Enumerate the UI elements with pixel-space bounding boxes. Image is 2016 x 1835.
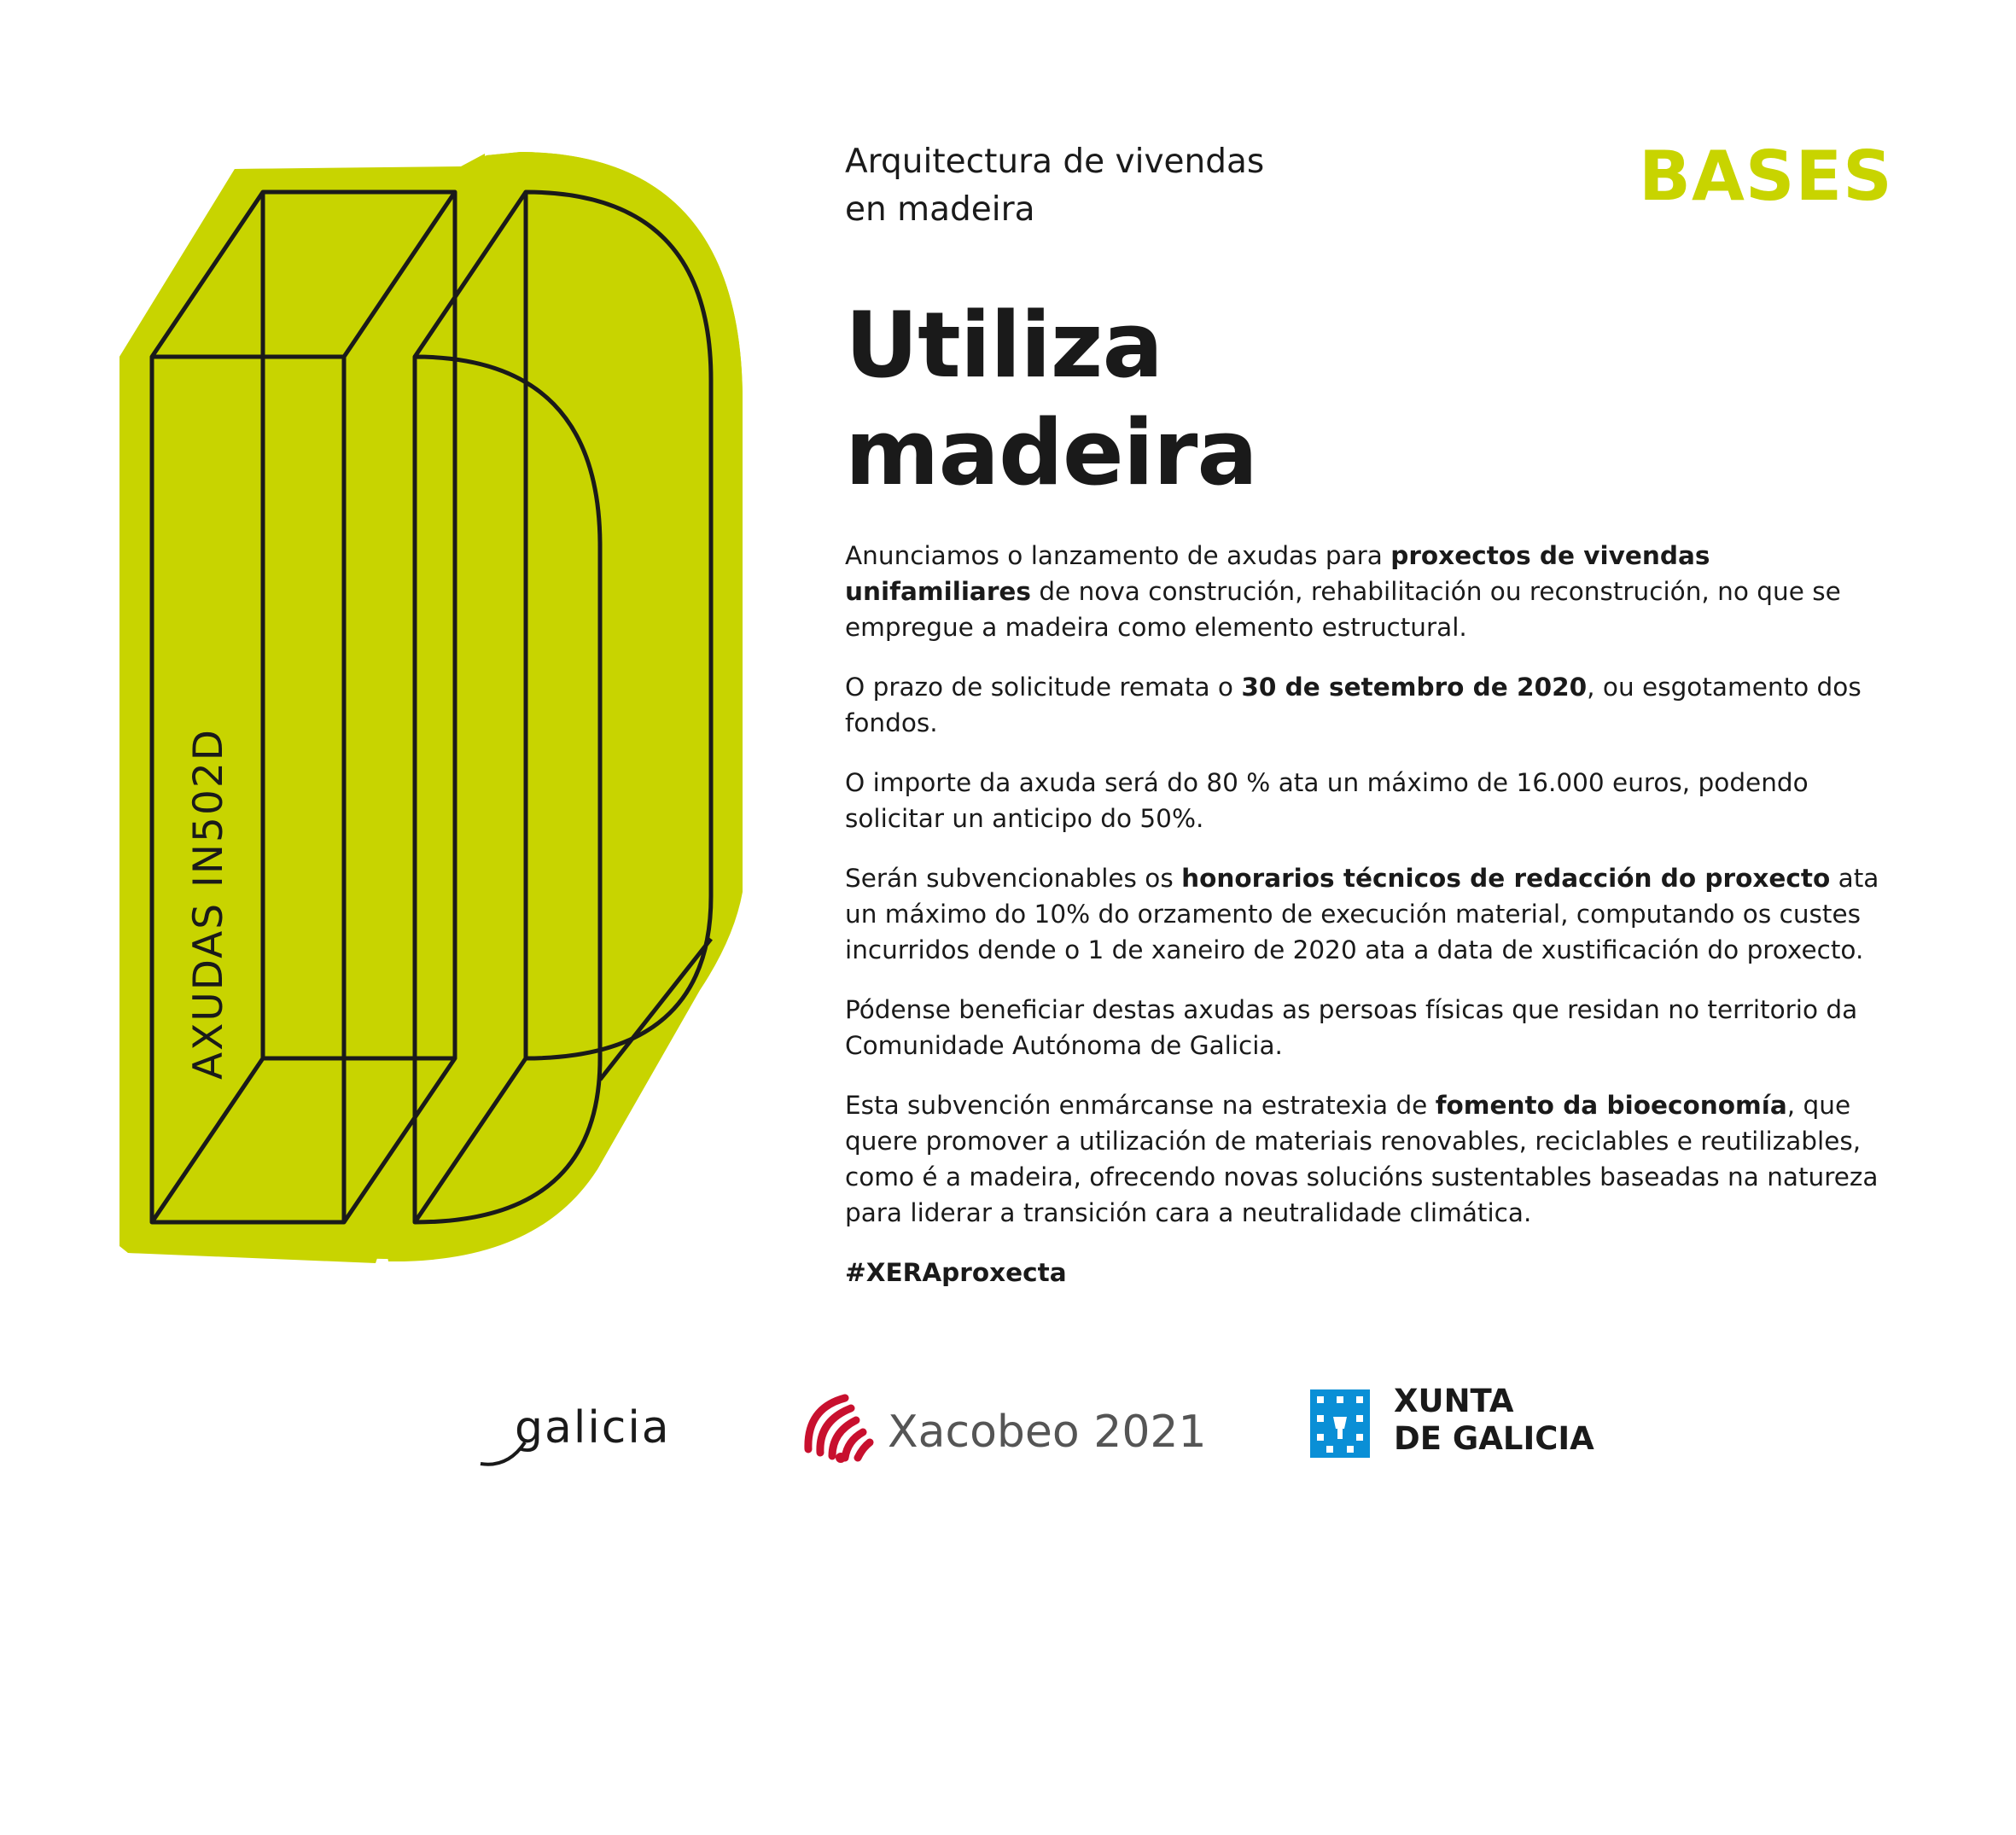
p5-text: Pódense beneficiar destas axudas as persoas físicas que residan no territorio da Comunidade Autónoma de Galicia. (845, 995, 1858, 1060)
p6-text: Esta subvención enmárcanse na estratexia de (845, 1091, 1436, 1120)
body-text (845, 538, 1882, 1314)
p2-text-end: , ou esgotamento dos fondos. (845, 673, 1862, 737)
galicia-wordmark-icon (474, 1383, 679, 1468)
paragraph-6 (845, 1087, 1882, 1231)
page-title (845, 292, 1257, 507)
bases-badge: BASES (1639, 137, 1893, 216)
side-label-container (179, 725, 435, 1835)
footer-logos (0, 1366, 2016, 1477)
eyebrow-line-2: en madeira (845, 190, 1035, 229)
xacobeo-wordmark: Xacobeo 2021 (888, 1407, 1207, 1458)
p4-bold: honorarios técnicos de redacción do proxecto (1181, 864, 1831, 893)
eyebrow-line-1: Arquitectura de vivendas (845, 143, 1265, 181)
p6-bold: fomento da bioeconomía (1435, 1091, 1787, 1120)
xunta-wordmark (1394, 1383, 1594, 1458)
xunta-line-2: DE GALICIA (1394, 1420, 1594, 1457)
p4-text: Serán subvencionables os (845, 864, 1182, 893)
paragraph-2 (845, 669, 1882, 741)
p1-bold: proxectos de vivendas unifamiliares (845, 541, 1710, 606)
galicia-wordmark: galicia (515, 1402, 671, 1453)
p1-text-end: de nova construción, rehabilitación ou reconstrución, no que se empregue a madeira como elemento estructural. (845, 577, 1841, 642)
paragraph-1 (845, 538, 1882, 645)
p4-text-end: ata un máximo do 10% do orzamento de execución material, computando os custes incurridos dende o 1 de xaneiro de 2020 ata a data de xustificación do proxecto. (845, 864, 1879, 964)
paragraph-5 (845, 992, 1882, 1063)
scallop-shell-icon (798, 1383, 883, 1468)
galicia-logo (474, 1383, 679, 1471)
p3-text: O importe da axuda será do 80 % ata un máximo de 16.000 euros, podendo solicitar un anticipo do 50%. (845, 768, 1809, 833)
xunta-logo (1302, 1381, 1594, 1470)
p2-text: O prazo de solicitude remata o (845, 673, 1242, 702)
p1-text: Anunciamos o lanzamento de axudas para (845, 541, 1391, 570)
p6-text-end: , que quere promover a utilización de materiais renovables, reciclables e reutilizables, como é a madeira, ofrecendo novas solucións sustentables baseadas na natureza para liderar a transición cara a neutralidade climática. (845, 1091, 1879, 1227)
xunta-line-1: XUNTA (1394, 1383, 1514, 1419)
side-label: AXUDAS IN502D (185, 728, 232, 1080)
hashtag: #XERAproxecta (845, 1258, 1067, 1287)
paragraph-3 (845, 765, 1882, 836)
title-line-2: madeira (845, 400, 1257, 505)
xacobeo-logo (798, 1383, 1207, 1471)
xunta-shield-icon (1302, 1381, 1387, 1466)
eyebrow-title (845, 138, 1442, 234)
title-line-1: Utiliza (845, 293, 1162, 398)
paragraph-4 (845, 860, 1882, 968)
p2-bold: 30 de setembro de 2020 (1241, 673, 1588, 702)
